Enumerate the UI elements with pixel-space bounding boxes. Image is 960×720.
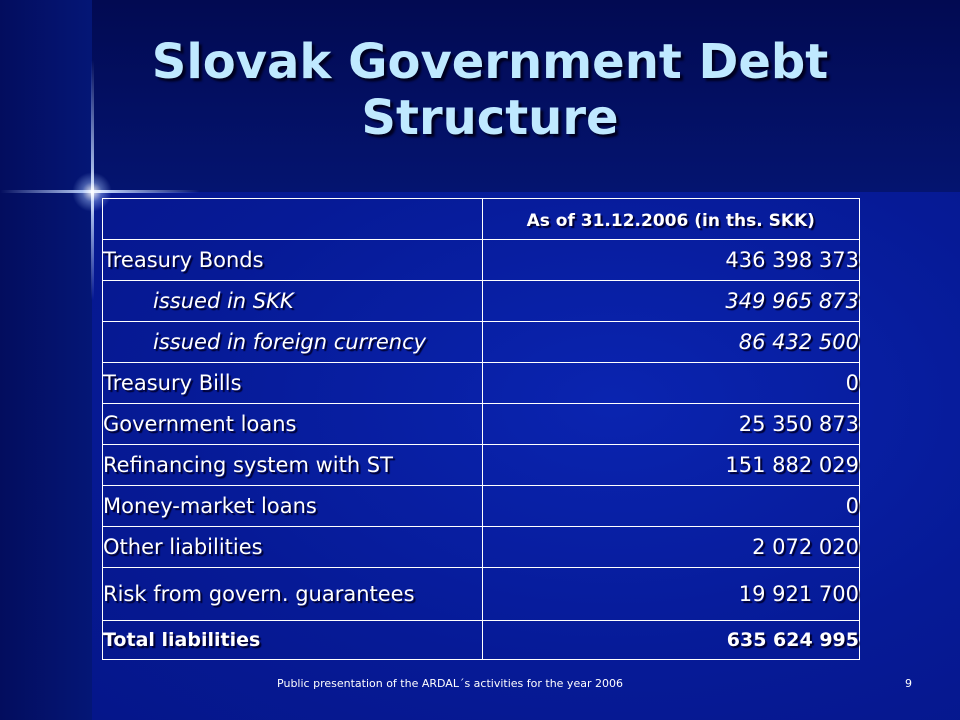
table-row — [103, 363, 860, 404]
table-row — [103, 445, 860, 486]
debt-structure-table — [102, 198, 860, 660]
header-value-text: As of 31.12.2006 (in ths. SKK) — [526, 211, 815, 231]
slide-footer: Public presentation of the ARDAL´s activities for the year 2006 — [277, 677, 623, 690]
row-label: Money-market loans — [103, 486, 483, 527]
row-value: 25 350 873 — [482, 404, 859, 445]
row-value: 0 — [482, 363, 859, 404]
row-label: Treasury Bills — [103, 363, 483, 404]
table-row — [103, 527, 860, 568]
table-row — [103, 322, 860, 363]
row-value: 19 921 700 — [482, 568, 859, 621]
page-number: 9 — [905, 677, 912, 690]
total-value: 635 624 995 — [482, 621, 859, 660]
row-label: Government loans — [103, 404, 483, 445]
table-row — [103, 281, 860, 322]
row-label: Risk from govern. guarantees — [103, 568, 483, 621]
row-label: Treasury Bonds — [103, 240, 483, 281]
row-value: 86 432 500 — [482, 322, 859, 363]
row-value: 349 965 873 — [482, 281, 859, 322]
row-label: Other liabilities — [103, 527, 483, 568]
row-value: 0 — [482, 486, 859, 527]
total-label: Total liabilities — [103, 621, 483, 660]
left-background-band — [0, 0, 92, 720]
row-label: Refinancing system with ST — [103, 445, 483, 486]
row-label: issued in SKK — [103, 281, 483, 322]
header-label-cell — [103, 199, 483, 240]
table-row — [103, 568, 860, 621]
slide-title-line-2: Structure — [361, 90, 619, 146]
row-value: 151 882 029 — [482, 445, 859, 486]
row-value: 2 072 020 — [482, 527, 859, 568]
slide-title-line-1: Slovak Government Debt — [151, 34, 829, 90]
table-row — [103, 404, 860, 445]
table-header-row — [103, 199, 860, 240]
table-total-row — [103, 621, 860, 660]
table-row — [103, 486, 860, 527]
row-value: 436 398 373 — [482, 240, 859, 281]
table-row — [103, 240, 860, 281]
slide-title — [100, 34, 880, 146]
row-label: issued in foreign currency — [103, 322, 483, 363]
header-value-cell — [482, 199, 859, 240]
